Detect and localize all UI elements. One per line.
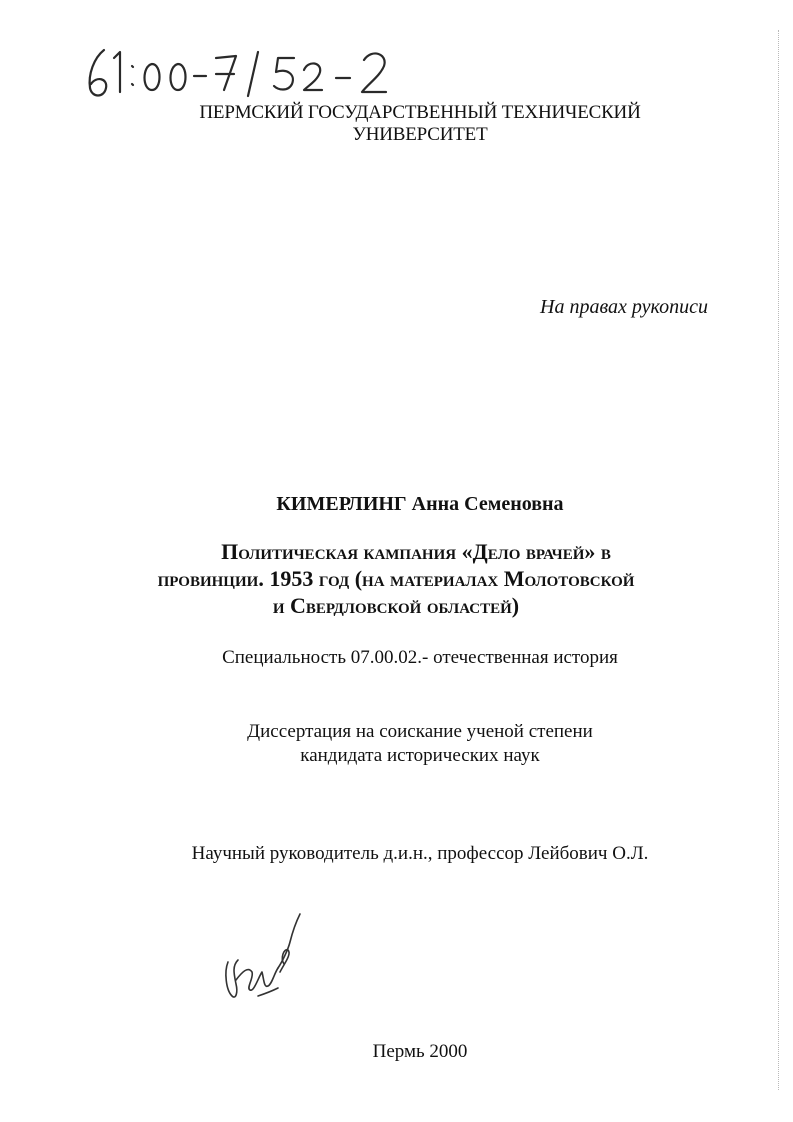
specialty-line: Специальность 07.00.02.- отечественная история [222, 647, 618, 668]
handwritten-code-drawing [82, 44, 402, 104]
university-name [150, 102, 690, 146]
handwritten-catalog-code [82, 44, 402, 104]
title-line-1: Политическая кампания «Дело врачей» в [221, 539, 611, 564]
signature-drawing [218, 902, 318, 1012]
dissertation-line-1: Диссертация на соискание ученой степени [247, 721, 593, 742]
university-line-2: УНИВЕРСИТЕТ [352, 124, 488, 145]
title-line-3: и Свердловской областей) [272, 593, 520, 618]
handwritten-signature [218, 902, 318, 1012]
scientific-supervisor: Научный руководитель д.и.н., профессор Лейбович О.Л. [191, 843, 649, 864]
city-year: Пермь 2000 [372, 1041, 468, 1062]
manuscript-rights-note: На правах рукописи [540, 296, 708, 318]
dissertation-degree [120, 720, 720, 768]
dissertation-line-2: кандидата исторических наук [300, 745, 540, 766]
scan-edge-line [777, 30, 779, 1090]
dissertation-title [96, 538, 696, 619]
title-line-2: провинции. 1953 год (на материалах Молотовской [157, 566, 635, 591]
author-name: КИМЕРЛИНГ Анна Семеновна [276, 493, 564, 515]
university-line-1: ПЕРМСКИЙ ГОСУДАРСТВЕННЫЙ ТЕХНИЧЕСКИЙ [199, 102, 641, 123]
